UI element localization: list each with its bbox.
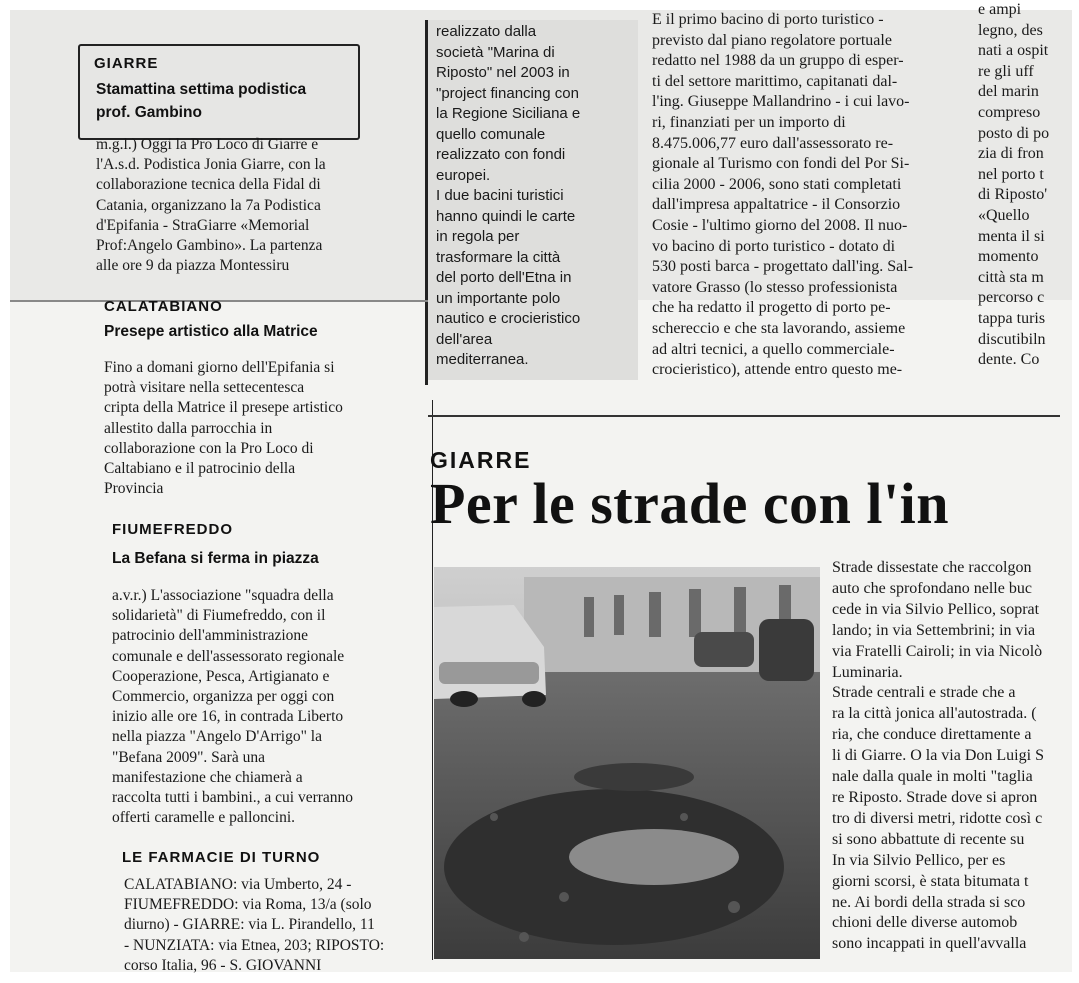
brief-title: prof. Gambino bbox=[96, 104, 202, 121]
brief-kicker: FIUMEFREDDO bbox=[112, 521, 233, 538]
brief-kicker: CALATABIANO bbox=[104, 298, 223, 315]
brief-body: m.g.l.) Oggi la Pro Loco di Giarre e l'A.s.d. Podistica Jonia Giarre, con la collaborazione tecnica della Fidal di Catania, organizzano la 7a Podistica d'Epifania - StraGiarre «Memorial Prof:Angelo Gambino». La partenza alle ore 9 da piazza Montessiru bbox=[96, 136, 326, 275]
article-column-cut: e ampi legno, des nati a ospit re gli uff del marin compreso posto di po zia di fron nel porto t di Riposto' «Quello menta il si momento città sta m percorso c tappa turis discutibiln dente. Co bbox=[978, 1, 1050, 369]
brief-kicker: LE FARMACIE DI TURNO bbox=[122, 849, 321, 866]
pothole-street-photo bbox=[434, 567, 820, 959]
sidebar-text: realizzato dalla società "Marina di Riposto" nel 2003 in "project financing con la Regione Siciliana e quello comunale realizzato con fondi europei. I due bacini turistici hanno quindi le carte in regola per trasformare la città del porto dell'Etna in un importante polo nautico e crocieristico dell'area mediterranea. bbox=[436, 23, 581, 368]
brief-body: CALATABIANO: via Umberto, 24 - FIUMEFREDDO: via Roma, 13/a (solo diurno) - GIARRE: via L. Pirandello, 11 - NUNZIATA: via Etnea, 203; RIPOSTO: corso Italia, 96 - S. GIOVANNI bbox=[124, 876, 385, 974]
brief-title: Stamattina settima podistica bbox=[96, 81, 307, 98]
story-body: Strade dissestate che raccolgon auto che sprofondano nelle buc cede in via Silvio Pellico, soprat lando; in via Settembrini; in via via Fratelli Cairoli; in via Nicolò Luminaria. Strade centrali e strade che a ra la città jonica all'autostrada. ( ria, che conduce direttamente a li di Giarre. O la via Don Luigi S nale dalla quale in molti "taglia re Riposto. Strade dove si apron tro di diversi metri, ridotte così c si sono abbattute di recente su In via Silvio Pellico, per es giorni scorsi, è stata bitumata t ne. Ai bordi della strada si sco chioni delle diverse automob sono incappati in quell'avvalla bbox=[832, 559, 1044, 953]
brief-body: Fino a domani giorno dell'Epifania si potrà visitare nella settecentesca cripta della Matrice il presepe artistico allestito dalla parrocchia in collaborazione con la Pro Loco di Caltabiano e il patrocinio della Provincia bbox=[104, 359, 343, 498]
column-rule bbox=[425, 20, 428, 385]
section-rule bbox=[428, 415, 1060, 417]
brief-title: Presepe artistico alla Matrice bbox=[104, 323, 318, 340]
story-headline: Per le strade con l'in bbox=[430, 471, 949, 536]
brief-title: La Befana si ferma in piazza bbox=[112, 550, 319, 567]
brief-body: a.v.r.) L'associazione "squadra della solidarietà" di Fiumefreddo, con il patrocinio dell'amministrazione comunale e dell'assessorato regionale Cooperazione, Pesca, Artigianato e Commercio, organizza per oggi con inizio alle ore 16, in contrada Liberto nella piazza "Angelo D'Arrigo" la "Befana 2009". Sarà una manifestazione che chiamerà a raccolta tutti i bambini., a cui verranno offerti caramelle e palloncini. bbox=[112, 587, 354, 827]
story-kicker: GIARRE bbox=[430, 447, 532, 473]
story-photo bbox=[434, 567, 820, 959]
article-column: E il primo bacino di porto turistico - previsto dal piano regolatore portuale redatto nel 1988 da un gruppo di esper- ti del settore marittimo, capitanati dal- l'ing. Giuseppe Mallandrino - i cui lavo- ri, finanziati per un importo di 8.475.006,77 euro dall'assessorato re- gionale al Turismo con fondi del Por Si- cilia 2000 - 2006, sono stati completati dall'impresa appaltatrice - il Consorzio Cosie - l'ultimo giorno del 2008. Il nuo- vo bacino di porto turistico - dotato di 530 posti barca - progettato dall'ing. Sal- vatore Grasso (lo stesso professionista che ha redatto il progetto di porto pe- schereccio e che sta lavorando, assieme ad altri tecnici, a quello commerciale- crocieristico), attende entro questo me- bbox=[652, 11, 914, 379]
brief-kicker: GIARRE bbox=[94, 55, 159, 72]
